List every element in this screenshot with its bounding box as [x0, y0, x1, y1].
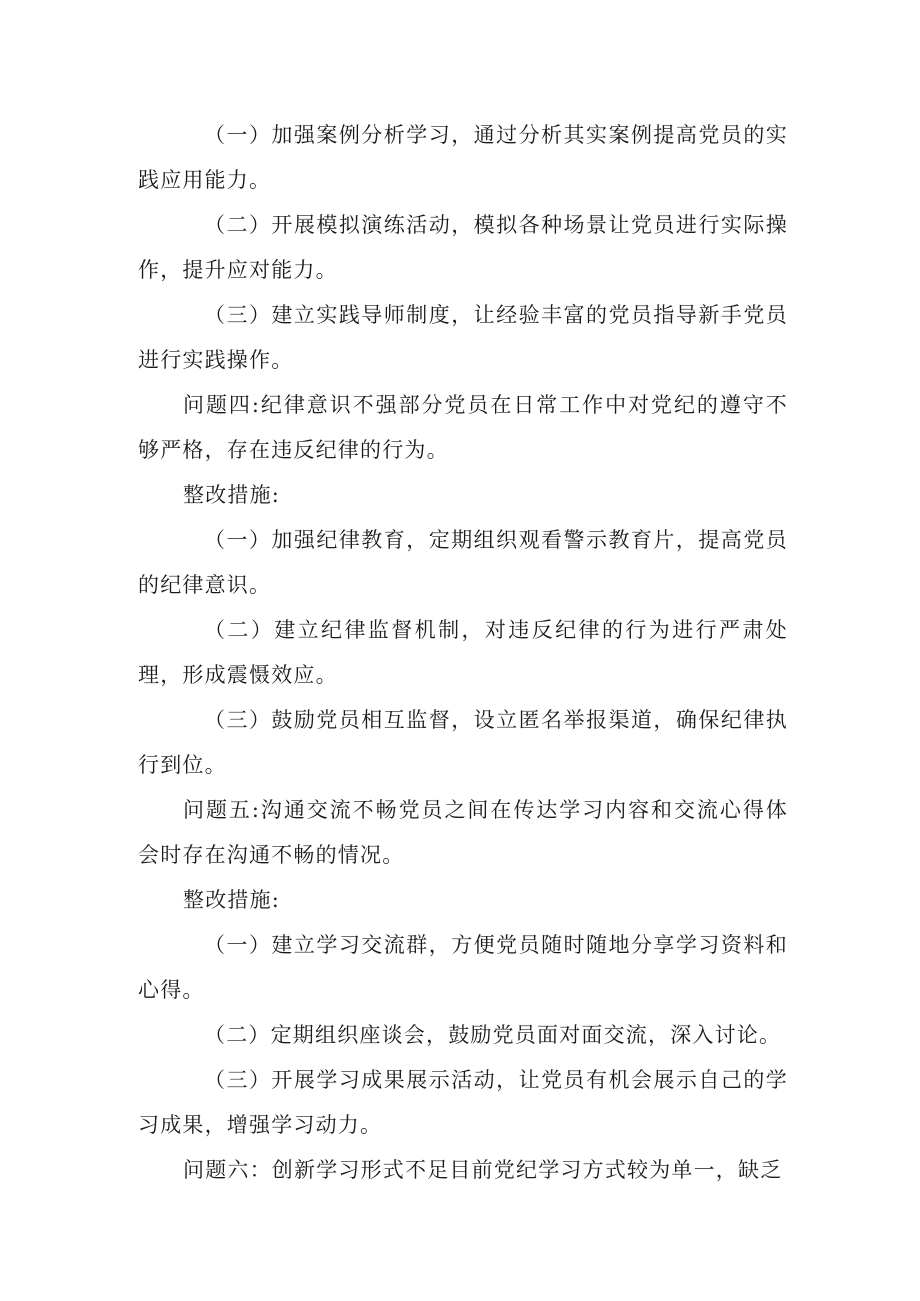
paragraph-problem-six: 问题六：创新学习形式不足目前党纪学习方式较为单一，缺乏: [183, 1158, 783, 1182]
paragraph-rectification-heading: 整改措施:: [183, 888, 281, 912]
paragraph-simulation-drill: （二）开展模拟演练活动，模拟各种场景让党员进行实际操作，提升应对能力。: [138, 213, 788, 282]
paragraph-discipline-education: （一）加强纪律教育，定期组织观看警示教育片，提高党员的纪律意识。: [138, 528, 788, 597]
paragraph-discipline-supervision: （二）建立纪律监督机制，对违反纪律的行为进行严肃处理，形成震慑效应。: [138, 618, 788, 687]
paragraph-rectification-heading: 整改措施:: [183, 483, 281, 507]
paragraph-case-analysis: （一）加强案例分析学习，通过分析其实案例提高党员的实践应用能力。: [138, 123, 788, 192]
paragraph-study-group: （一）建立学习交流群，方便党员随时随地分享学习资料和心得。: [138, 933, 788, 1002]
paragraph-problem-four: 问题四:纪律意识不强部分党员在日常工作中对党纪的遵守不够严格，存在违反纪律的行为。: [138, 393, 788, 462]
paragraph-results-showcase: （三）开展学习成果展示活动，让党员有机会展示自己的学习成果，增强学习动力。: [138, 1068, 788, 1137]
paragraph-symposium: （二）定期组织座谈会，鼓励党员面对面交流，深入讨论。: [204, 1023, 782, 1047]
paragraph-mutual-supervision: （三）鼓励党员相互监督，设立匿名举报渠道，确保纪律执行到位。: [138, 708, 788, 777]
paragraph-problem-five: 问题五:沟通交流不畅党员之间在传达学习内容和交流心得体会时存在沟通不畅的情况。: [138, 798, 788, 867]
paragraph-practice-mentor: （三）建立实践导师制度，让经验丰富的党员指导新手党员进行实践操作。: [138, 303, 788, 372]
document-page: [138, 113, 788, 1193]
